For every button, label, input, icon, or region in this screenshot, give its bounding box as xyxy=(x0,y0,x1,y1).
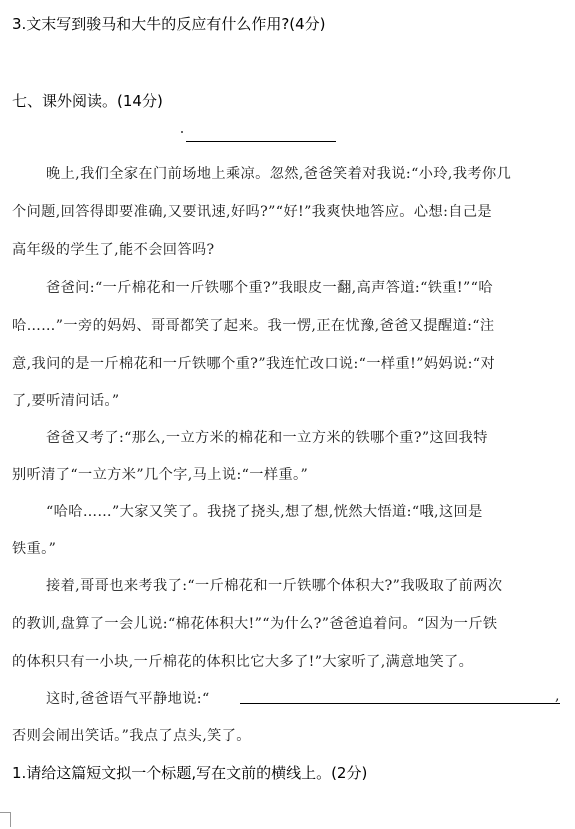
paragraph-1-line-2: 个问题,回答得即要准确,又要讯速,好吗?”“好!”我爽快地答应。心想:自己是 xyxy=(12,204,493,220)
answer-blank-end-mark: , xyxy=(555,688,560,704)
title-blank-line[interactable] xyxy=(186,141,336,142)
paragraph-3-line-1: 爸爸又考了:“那么,一立方米的棉花和一立方米的铁哪个重?”这回我特 xyxy=(46,430,488,446)
section-title: 七、课外阅读。(14分) xyxy=(12,92,163,110)
paragraph-6-line-1: 这时,爸爸语气平静地说:“ xyxy=(46,691,210,707)
paragraph-1-line-3: 高年级的学生了,能不会回答吗? xyxy=(12,242,215,258)
page-corner-mark xyxy=(0,812,11,827)
paragraph-5-line-2: 的教训,盘算了一会儿说:“棉花体积大!”“为什么?”爸爸追着问。“因为一斤铁 xyxy=(12,616,498,632)
paragraph-2-line-2: 哈……”一旁的妈妈、哥哥都笑了起来。我一愣,正在忧豫,爸爸又提醒道:“注 xyxy=(12,318,495,334)
paragraph-5-line-1: 接着,哥哥也来考我了:“一斤棉花和一斤铁哪个体积大?”我吸取了前两次 xyxy=(46,578,503,594)
paragraph-6-line-2: 否则会闹出笑话。”我点了点头,笑了。 xyxy=(12,728,251,744)
paragraph-2-line-3: 意,我问的是一斤棉花和一斤铁哪个重?”我连忙改口说:“一样重!”妈妈说:“对 xyxy=(12,356,496,372)
paragraph-1-line-1: 晚上,我们全家在门前场地上乘凉。忽然,爸爸笑着对我说:“小玲,我考你几 xyxy=(46,166,512,182)
question-1: 1.请给这篇短文拟一个标题,写在文前的横线上。(2分) xyxy=(12,764,368,782)
answer-blank-line[interactable] xyxy=(240,703,560,704)
paragraph-5-line-3: 的体积只有一小块,一斤棉花的体积比它大多了!”大家听了,满意地笑了。 xyxy=(12,654,474,670)
title-blank-dot xyxy=(181,131,183,133)
paragraph-2-line-4: 了,要听清问话。” xyxy=(12,393,120,409)
question-3: 3.文末写到骏马和大牛的反应有什么作用?(4分) xyxy=(12,15,326,33)
paragraph-4-line-2: 铁重。” xyxy=(12,541,57,557)
paragraph-4-line-1: “哈哈……”大家又笑了。我挠了挠头,想了想,恍然大悟道:“哦,这回是 xyxy=(46,504,483,520)
paragraph-2-line-1: 爸爸问:“一斤棉花和一斤铁哪个重?”我眼皮一翻,高声答道:“铁重!”“哈 xyxy=(46,280,493,296)
paragraph-3-line-2: 别听清了“一立方米”几个字,马上说:“一样重。” xyxy=(12,467,309,483)
